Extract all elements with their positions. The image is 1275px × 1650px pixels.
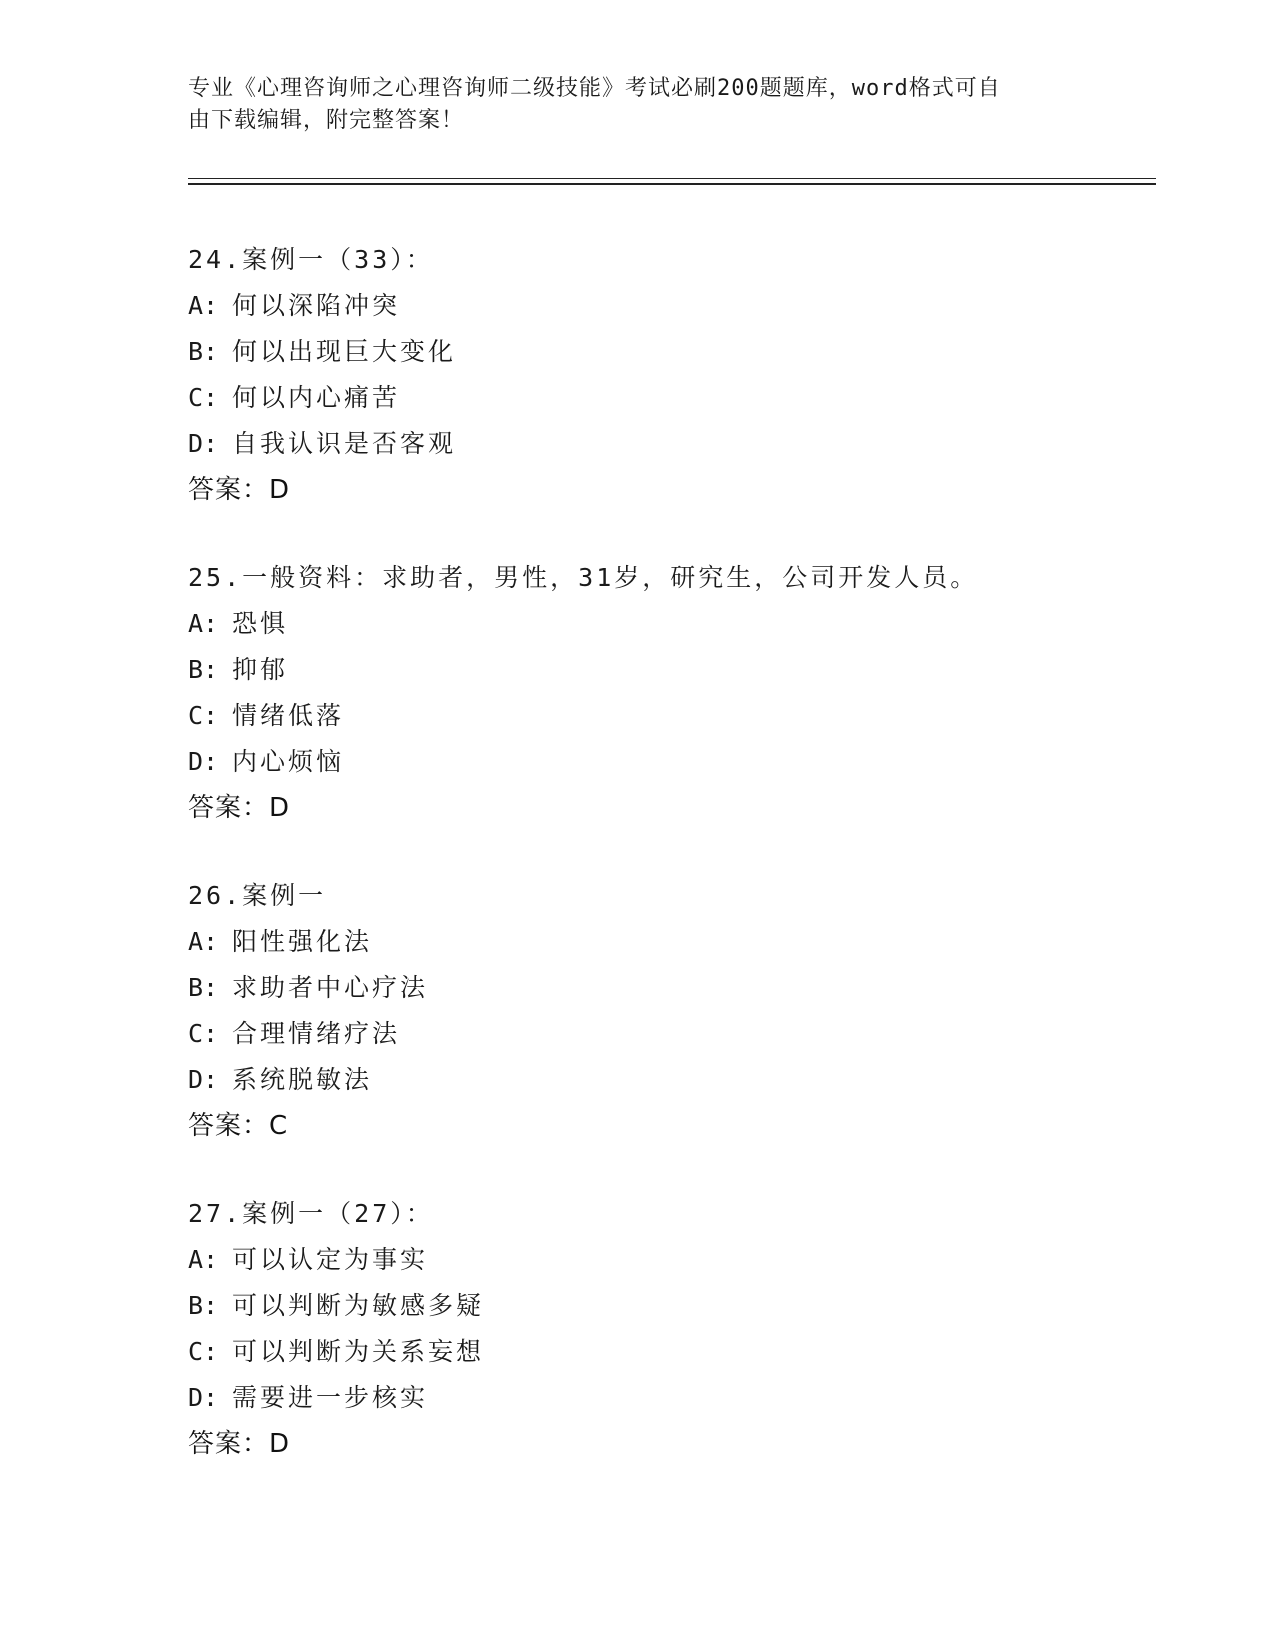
question-stem: 27.案例一（27）： [188,1199,434,1228]
option-letter: B: [188,1291,219,1320]
option-d [188,1375,1148,1421]
option-text: 系统脱敏法 [232,1065,373,1094]
option-text: 阳性强化法 [232,927,373,956]
question-24 [188,237,1148,513]
option-text: 内心烦恼 [232,747,345,776]
option-letter: B: [188,337,219,366]
option-letter: D: [188,747,219,776]
option-text: 需要进一步核实 [232,1383,429,1412]
question-list [188,237,1148,1509]
option-b [188,329,1148,375]
option-d [188,1057,1148,1103]
option-letter: A: [188,291,219,320]
option-letter: D: [188,1065,219,1094]
option-text: 可以认定为事实 [232,1245,429,1274]
option-text: 可以判断为敏感多疑 [232,1291,485,1320]
answer-line: 答案：D [188,475,291,505]
option-letter: D: [188,429,219,458]
question-27 [188,1191,1148,1467]
header-line-2: 由下载编辑，附完整答案！ [188,108,465,133]
option-c [188,375,1148,421]
option-b [188,965,1148,1011]
question-stem: 25.一般资料：求助者，男性，31岁，研究生，公司开发人员。 [188,563,979,592]
option-letter: C: [188,701,219,730]
option-b [188,1283,1148,1329]
option-letter: C: [188,383,219,412]
option-letter: A: [188,1245,219,1274]
option-a [188,283,1148,329]
option-text: 恐惧 [232,609,289,638]
option-text: 情绪低落 [232,701,345,730]
option-text: 求助者中心疗法 [232,973,429,1002]
question-stem: 24.案例一（33）： [188,245,434,274]
option-text: 合理情绪疗法 [232,1019,401,1048]
answer-line: 答案：D [188,793,291,823]
option-letter: B: [188,655,219,684]
question-25 [188,555,1148,831]
header-divider-thick [188,183,1156,185]
option-text: 何以内心痛苦 [232,383,401,412]
option-letter: B: [188,973,219,1002]
option-letter: A: [188,927,219,956]
option-text: 可以判断为关系妄想 [232,1337,485,1366]
option-c [188,693,1148,739]
answer-line: 答案：C [188,1111,289,1141]
header-line-1: 专业《心理咨询师之心理咨询师二级技能》考试必刷200题题库，word格式可自 [188,76,1001,101]
option-c [188,1011,1148,1057]
option-letter: D: [188,1383,219,1412]
option-a [188,1237,1148,1283]
answer-line: 答案：D [188,1429,291,1459]
question-26 [188,873,1148,1149]
option-letter: C: [188,1337,219,1366]
document-header [188,73,1088,137]
option-d [188,739,1148,785]
question-stem: 26.案例一 [188,881,327,910]
option-a [188,919,1148,965]
option-text: 何以深陷冲突 [232,291,401,320]
option-text: 抑郁 [232,655,289,684]
header-divider-thin [188,178,1156,179]
option-letter: C: [188,1019,219,1048]
option-letter: A: [188,609,219,638]
option-text: 自我认识是否客观 [232,429,457,458]
option-a [188,601,1148,647]
option-d [188,421,1148,467]
option-text: 何以出现巨大变化 [232,337,457,366]
option-b [188,647,1148,693]
option-c [188,1329,1148,1375]
